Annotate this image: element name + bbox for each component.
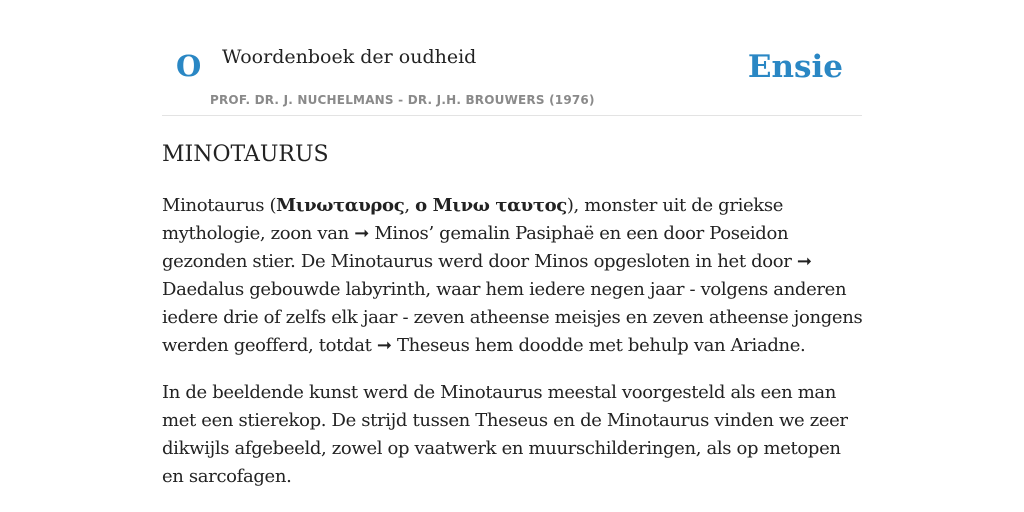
arrow-right-icon: ➞ — [354, 223, 369, 244]
text-segment: ), monster uit de griekse mythologie, zoon van — [162, 195, 784, 244]
text-segment: Minotaurus ( — [162, 195, 277, 216]
paragraph-2: In de beeldende kunst werd de Minotaurus meestal voorgesteld als een man met een stierekop. De strijd tussen Theseus en de Minotaurus vinden we zeer dikwijls afgebeeld, zowel op vaatwerk en muurschilderingen, als op metopen en sarcofagen. — [162, 382, 848, 487]
greek-term: ο Μινω ταυτος — [415, 195, 567, 216]
paragraph-1 — [162, 192, 867, 360]
xref-minos-link[interactable]: Minos — [374, 223, 429, 244]
text-segment: hem doodde met behulp van Ariadne. — [469, 335, 806, 356]
book-title[interactable]: Woordenboek der oudheid — [222, 46, 477, 68]
xref-daedalus-link[interactable]: Daedalus — [162, 279, 244, 300]
book-header — [162, 30, 862, 116]
text-segment: gebouwde labyrinth, waar hem iedere negen jaar - volgens anderen iedere drie of zelfs elk jaar - zeven atheense meisjes en zeven atheense jongens werden geofferd, totdat — [162, 279, 863, 356]
book-authors: PROF. DR. J. NUCHELMANS - DR. J.H. BROUWERS (1976) — [210, 93, 595, 107]
letter-index-link[interactable]: O — [176, 49, 202, 83]
arrow-right-icon: ➞ — [796, 251, 812, 272]
text-segment: ’ gemalin Pasiphaë en een door Poseidon gezonden stier. De Minotaurus werd door Minos opgesloten in het door — [162, 223, 797, 272]
arrow-right-icon: ➞ — [376, 335, 392, 356]
greek-term: Μινωταυρος — [276, 195, 405, 216]
entry-title: MINOTAURUS — [162, 142, 329, 167]
ensie-logo-link[interactable]: Ensie — [747, 49, 843, 85]
xref-theseus-link[interactable]: Theseus — [396, 335, 470, 356]
text-segment: , — [404, 195, 416, 216]
entry-content — [162, 192, 867, 510]
